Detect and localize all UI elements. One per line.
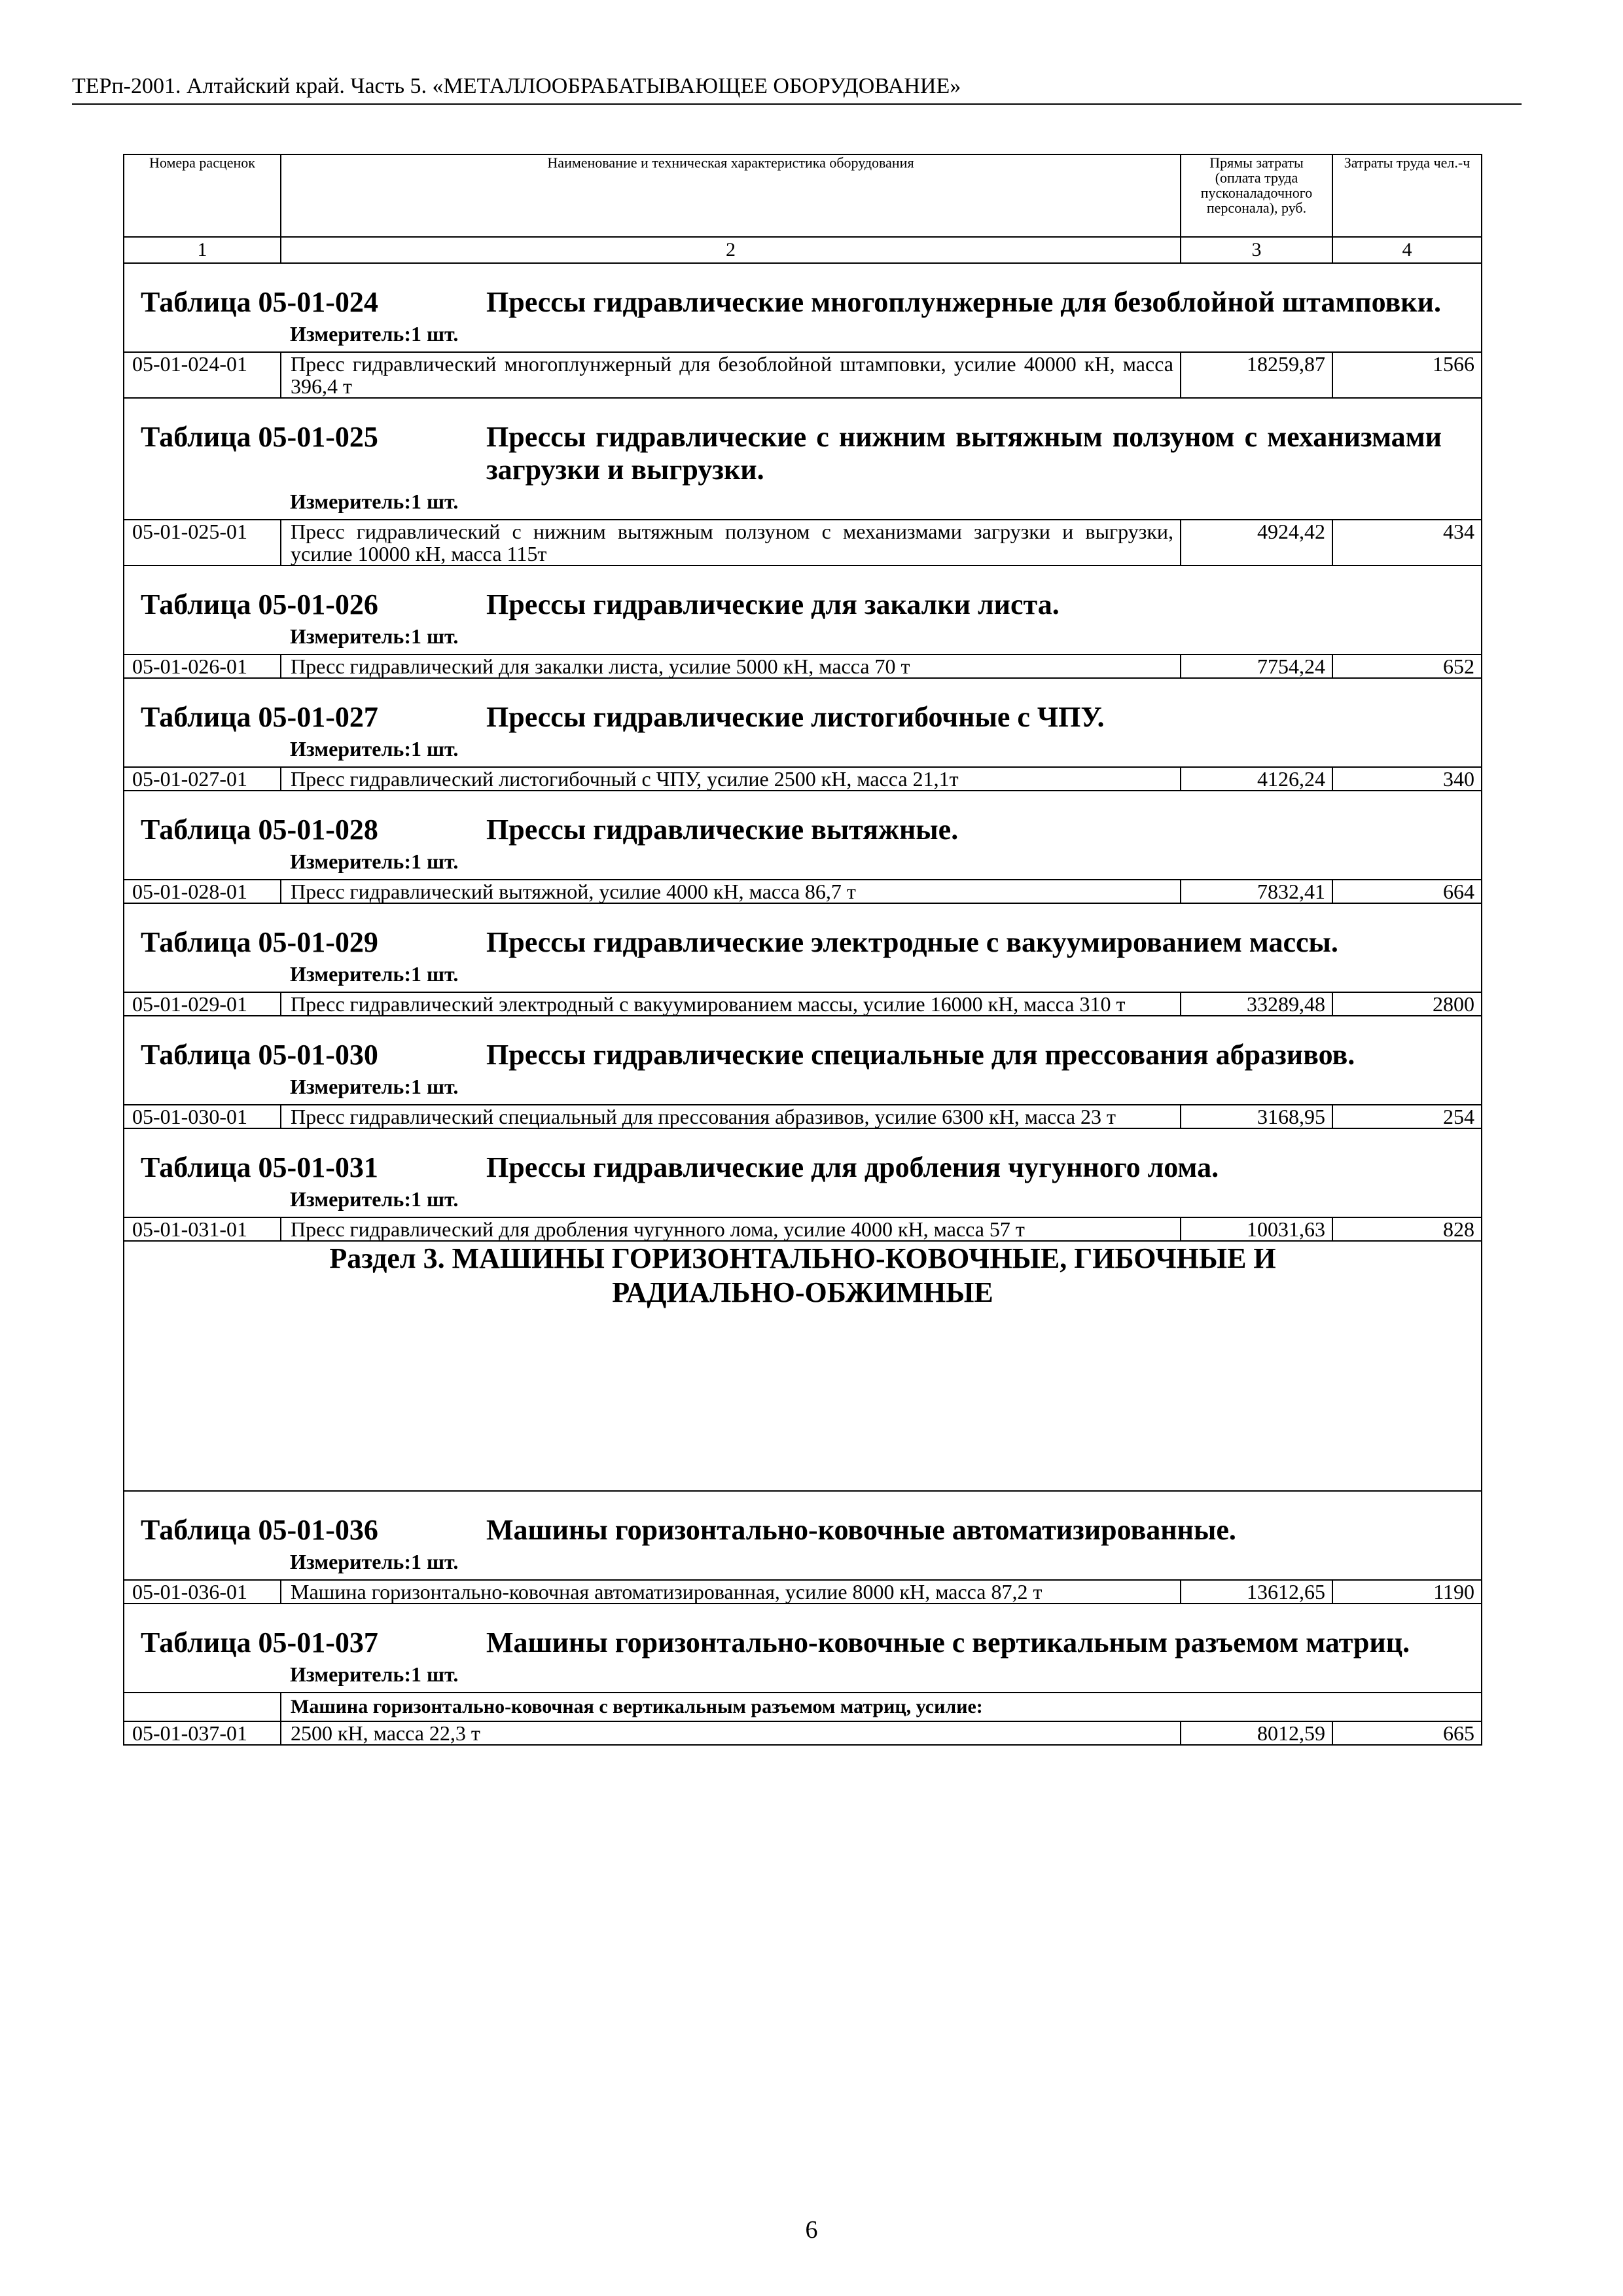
column-number-row bbox=[124, 237, 1482, 263]
rate-direct-cost: 8012,59 bbox=[1181, 1721, 1332, 1745]
table-label: Таблица 05-01-029 bbox=[141, 926, 378, 958]
table-row bbox=[124, 880, 1482, 903]
rate-description: Пресс гидравлический для закалки листа, усилие 5000 кН, масса 70 т bbox=[281, 655, 1181, 678]
table-unit: Измеритель:1 шт. bbox=[290, 962, 459, 986]
rate-code: 05-01-024-01 bbox=[124, 352, 281, 398]
table-title: Прессы гидравлические многоплунжерные для безоблойной штамповки. bbox=[486, 286, 1442, 318]
rate-code: 05-01-025-01 bbox=[124, 520, 281, 565]
table-unit: Измеритель:1 шт. bbox=[290, 850, 459, 873]
rate-description: Пресс гидравлический электродный с вакуумированием массы, усилие 16000 кН, масса 310 т bbox=[281, 992, 1181, 1016]
table-unit: Измеритель:1 шт. bbox=[290, 1075, 459, 1098]
rate-direct-cost: 4126,24 bbox=[1181, 767, 1332, 791]
table-section-heading bbox=[124, 263, 1482, 352]
rate-direct-cost: 18259,87 bbox=[1181, 352, 1332, 398]
table-section-heading bbox=[124, 1604, 1482, 1693]
rate-code: 05-01-026-01 bbox=[124, 655, 281, 678]
table-label: Таблица 05-01-036 bbox=[141, 1514, 378, 1546]
table-row bbox=[124, 1721, 1482, 1745]
col-header-labor: Затраты труда чел.-ч bbox=[1332, 154, 1482, 237]
page-number: 6 bbox=[805, 2216, 818, 2244]
rate-labor: 254 bbox=[1332, 1105, 1482, 1128]
table-row bbox=[124, 352, 1482, 398]
rate-labor: 340 bbox=[1332, 767, 1482, 791]
table-unit: Измеритель:1 шт. bbox=[290, 737, 459, 761]
rate-description: Пресс гидравлический вытяжной, усилие 4000 кН, масса 86,7 т bbox=[281, 880, 1181, 903]
rate-code: 05-01-031-01 bbox=[124, 1217, 281, 1241]
table-row bbox=[124, 520, 1482, 565]
rate-direct-cost: 33289,48 bbox=[1181, 992, 1332, 1016]
table-label: Таблица 05-01-024 bbox=[141, 286, 378, 318]
running-header: ТЕРп-2001. Алтайский край. Часть 5. «МЕТАЛЛООБРАБАТЫВАЮЩЕЕ ОБОРУДОВАНИЕ» bbox=[72, 73, 1522, 105]
table-title: Прессы гидравлические для дробления чугунного лома. bbox=[486, 1151, 1219, 1183]
rate-description: Пресс гидравлический с нижним вытяжным ползуном с механизмами загрузки и выгрузки, усилие 10000 кН, масса 115т bbox=[281, 520, 1181, 565]
table-section-heading bbox=[124, 565, 1482, 655]
section-title-line-2: РАДИАЛЬНО-ОБЖИМНЫЕ bbox=[612, 1276, 993, 1308]
col-header-name: Наименование и техническая характеристика оборудования bbox=[281, 154, 1181, 237]
rate-labor: 1190 bbox=[1332, 1580, 1482, 1604]
table-section-heading bbox=[124, 903, 1482, 992]
table-row bbox=[124, 767, 1482, 791]
table-unit: Измеритель:1 шт. bbox=[290, 1550, 459, 1573]
rate-description: 2500 кН, масса 22,3 т bbox=[281, 1721, 1181, 1745]
rate-code: 05-01-030-01 bbox=[124, 1105, 281, 1128]
table-section-heading bbox=[124, 1128, 1482, 1217]
rate-code: 05-01-037-01 bbox=[124, 1721, 281, 1745]
table-title: Машины горизонтально-ковочные автоматизированные. bbox=[486, 1514, 1236, 1546]
table-label: Таблица 05-01-030 bbox=[141, 1039, 378, 1071]
rate-direct-cost: 10031,63 bbox=[1181, 1217, 1332, 1241]
rate-code: 05-01-028-01 bbox=[124, 880, 281, 903]
table-title: Прессы гидравлические с нижним вытяжным ползуном с механизмами загрузки и выгрузки. bbox=[486, 421, 1442, 486]
table-label: Таблица 05-01-025 bbox=[141, 421, 378, 453]
rate-direct-cost: 3168,95 bbox=[1181, 1105, 1332, 1128]
rate-direct-cost: 7832,41 bbox=[1181, 880, 1332, 903]
table-title: Прессы гидравлические специальные для прессования абразивов. bbox=[486, 1039, 1355, 1071]
col-number-1: 1 bbox=[124, 237, 281, 263]
col-number-2: 2 bbox=[281, 237, 1181, 263]
table-label: Таблица 05-01-028 bbox=[141, 814, 378, 846]
rates-table bbox=[123, 154, 1482, 1746]
rate-description: Пресс гидравлический для дробления чугунного лома, усилие 4000 кН, масса 57 т bbox=[281, 1217, 1181, 1241]
col-number-3: 3 bbox=[1181, 237, 1332, 263]
rate-description: Пресс гидравлический многоплунжерный для безоблойной штамповки, усилие 40000 кН, масса 396,4 т bbox=[281, 352, 1181, 398]
table-section-heading bbox=[124, 398, 1482, 520]
table-title: Прессы гидравлические для закалки листа. bbox=[486, 588, 1060, 620]
rate-code: 05-01-027-01 bbox=[124, 767, 281, 791]
table-unit: Измеритель:1 шт. bbox=[290, 1662, 459, 1686]
table-section-heading bbox=[124, 678, 1482, 767]
table-unit: Измеритель:1 шт. bbox=[290, 322, 459, 346]
col-header-codes: Номера расценок bbox=[124, 154, 281, 237]
col-header-direct-costs: Прямы затраты (оплата труда пусконаладочного персонала), руб. bbox=[1181, 154, 1332, 237]
rate-labor: 652 bbox=[1332, 655, 1482, 678]
table-title: Машины горизонтально-ковочные с вертикальным разъемом матриц. bbox=[486, 1626, 1410, 1659]
table-row bbox=[124, 1105, 1482, 1128]
rate-labor: 828 bbox=[1332, 1217, 1482, 1241]
rate-description: Пресс гидравлический листогибочный с ЧПУ, усилие 2500 кН, масса 21,1т bbox=[281, 767, 1181, 791]
table-title: Прессы гидравлические листогибочные с ЧПУ. bbox=[486, 701, 1105, 733]
rate-code: 05-01-029-01 bbox=[124, 992, 281, 1016]
rate-description: Машина горизонтально-ковочная автоматизированная, усилие 8000 кН, масса 87,2 т bbox=[281, 1580, 1181, 1604]
table-subheading-row bbox=[124, 1693, 1482, 1721]
rate-direct-cost: 4924,42 bbox=[1181, 520, 1332, 565]
table-row bbox=[124, 1580, 1482, 1604]
table-header-row bbox=[124, 154, 1482, 237]
empty-code-cell bbox=[124, 1693, 281, 1721]
table-row bbox=[124, 992, 1482, 1016]
table-label: Таблица 05-01-031 bbox=[141, 1151, 378, 1183]
rate-subheading: Машина горизонтально-ковочная с вертикальным разъемом матриц, усилие: bbox=[281, 1693, 1482, 1721]
rate-labor: 665 bbox=[1332, 1721, 1482, 1745]
section-heading-row bbox=[124, 1241, 1482, 1491]
table-title: Прессы гидравлические вытяжные. bbox=[486, 814, 959, 846]
section-title-line-1: Раздел 3. МАШИНЫ ГОРИЗОНТАЛЬНО-КОВОЧНЫЕ, ГИБОЧНЫЕ И bbox=[329, 1242, 1276, 1274]
rate-code: 05-01-036-01 bbox=[124, 1580, 281, 1604]
table-unit: Измеритель:1 шт. bbox=[290, 1187, 459, 1211]
rate-labor: 2800 bbox=[1332, 992, 1482, 1016]
table-row bbox=[124, 655, 1482, 678]
rate-description: Пресс гидравлический специальный для прессования абразивов, усилие 6300 кН, масса 23 т bbox=[281, 1105, 1181, 1128]
table-section-heading bbox=[124, 791, 1482, 880]
rate-direct-cost: 7754,24 bbox=[1181, 655, 1332, 678]
col-number-4: 4 bbox=[1332, 237, 1482, 263]
table-section-heading bbox=[124, 1016, 1482, 1105]
table-section-heading bbox=[124, 1491, 1482, 1580]
table-label: Таблица 05-01-037 bbox=[141, 1626, 378, 1659]
rate-labor: 434 bbox=[1332, 520, 1482, 565]
table-title: Прессы гидравлические электродные с вакуумированием массы. bbox=[486, 926, 1338, 958]
table-label: Таблица 05-01-027 bbox=[141, 701, 378, 733]
rate-labor: 1566 bbox=[1332, 352, 1482, 398]
rate-labor: 664 bbox=[1332, 880, 1482, 903]
table-unit: Измеритель:1 шт. bbox=[290, 490, 459, 513]
table-label: Таблица 05-01-026 bbox=[141, 588, 378, 620]
rate-direct-cost: 13612,65 bbox=[1181, 1580, 1332, 1604]
table-row bbox=[124, 1217, 1482, 1241]
table-unit: Измеритель:1 шт. bbox=[290, 624, 459, 648]
